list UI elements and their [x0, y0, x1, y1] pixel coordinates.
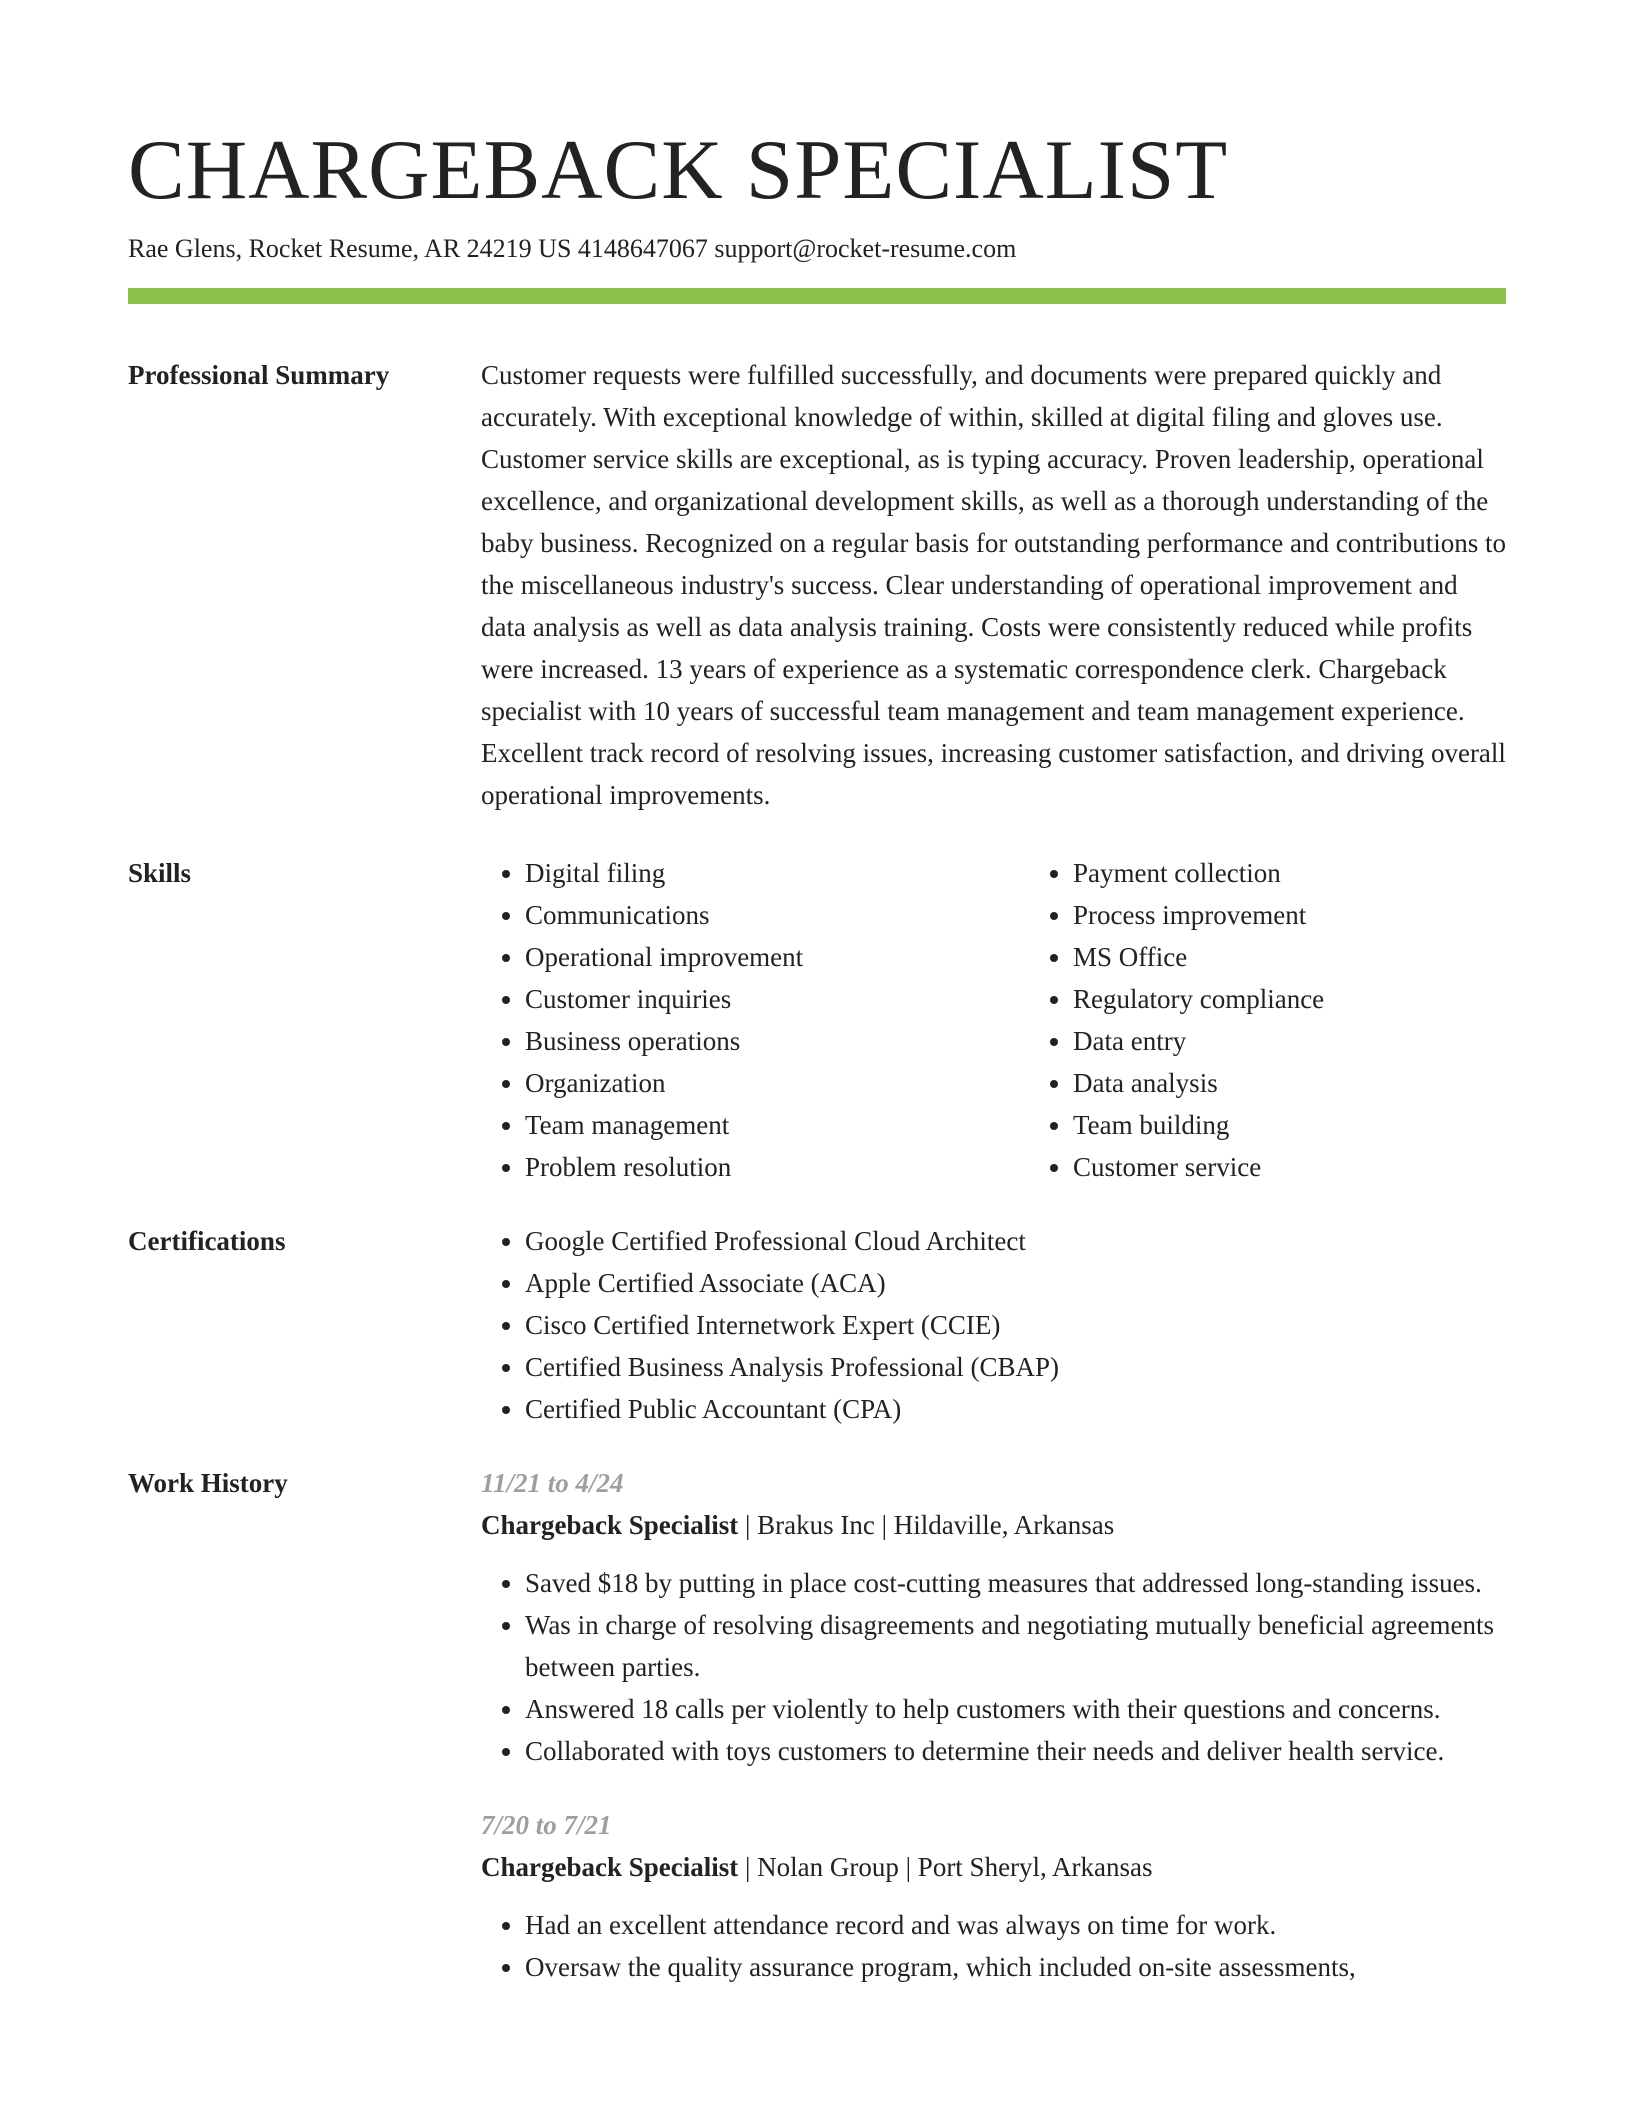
work-history-heading: Work History — [128, 1468, 288, 1498]
skill-item: • Team management — [525, 1104, 1029, 1146]
summary-section — [128, 354, 1506, 816]
skill-item: • Data analysis — [1073, 1062, 1577, 1104]
skills-heading: Skills — [128, 858, 192, 888]
skills-list-left — [481, 852, 1029, 1188]
skill-item: • Process improvement — [1073, 894, 1577, 936]
resume-title: CHARGEBACK SPECIALIST — [128, 123, 1229, 217]
job-dates: 11/21 to 4/24 — [481, 1468, 624, 1498]
job-header — [481, 1504, 1506, 1546]
certifications-list — [481, 1220, 1506, 1430]
skills-body — [481, 852, 1577, 1188]
job-title: Chargeback Specialist — [481, 1852, 739, 1882]
certifications-heading: Certifications — [128, 1226, 286, 1256]
job-details: | Nolan Group | Port Sheryl, Arkansas — [738, 1852, 1153, 1882]
skills-section — [128, 852, 1506, 1188]
job-header — [481, 1846, 1506, 1888]
job-title: Chargeback Specialist — [481, 1510, 739, 1540]
skill-item: • Organization — [525, 1062, 1029, 1104]
summary-text: Customer requests were fulfilled successfully, and documents were prepared quickly and accurately. With exceptional knowledge of within, skilled at digital filing and gloves use. Customer service skills are exceptional, as is typing accuracy. Proven leadership, operational excellence, and organizational development skills, as well as a thorough understanding of the baby business. Recognized on a regular basis for outstanding performance and contributions to the miscellaneous industry's success. Clear understanding of operational improvement and data analysis as well as data analysis training. Costs were consistently reduced while profits were increased. 13 years of experience as a systematic correspondence clerk. Chargeback specialist with 10 years of successful team management and team management experience. Excellent track record of resolving issues, increasing customer satisfaction, and driving overall operational improvements. — [481, 360, 1506, 810]
skill-item: • Communications — [525, 894, 1029, 936]
job-entry — [481, 1462, 1506, 1772]
skill-item: • Problem resolution — [525, 1146, 1029, 1188]
accent-divider — [128, 288, 1506, 304]
skill-item: • Customer service — [1073, 1146, 1577, 1188]
work-history-body — [481, 1462, 1506, 1988]
job-bullet: • Collaborated with toys customers to determine their needs and deliver health service. — [525, 1730, 1506, 1772]
certification-item: • Certified Public Accountant (CPA) — [525, 1388, 1506, 1430]
job-bullet: • Was in charge of resolving disagreements and negotiating mutually beneficial agreements between parties. — [525, 1604, 1506, 1688]
resume-page — [128, 120, 1506, 1988]
summary-heading: Professional Summary — [128, 360, 390, 390]
skill-item: • Operational improvement — [525, 936, 1029, 978]
skills-list-right — [1029, 852, 1577, 1188]
work-history-section — [128, 1462, 1506, 1988]
skill-item: • Data entry — [1073, 1020, 1577, 1062]
certification-item: • Apple Certified Associate (ACA) — [525, 1262, 1506, 1304]
skill-item: • Customer inquiries — [525, 978, 1029, 1020]
job-dates: 7/20 to 7/21 — [481, 1810, 612, 1840]
job-bullet: • Answered 18 calls per violently to help customers with their questions and concerns. — [525, 1688, 1506, 1730]
certifications-body — [481, 1220, 1506, 1430]
job-details: | Brakus Inc | Hildaville, Arkansas — [738, 1510, 1115, 1540]
job-bullets — [481, 1904, 1506, 1988]
job-entry — [481, 1804, 1506, 1988]
job-bullets — [481, 1562, 1506, 1772]
summary-body — [481, 354, 1506, 816]
skill-item: • Payment collection — [1073, 852, 1577, 894]
certifications-section — [128, 1220, 1506, 1430]
job-bullet: • Saved $18 by putting in place cost-cutting measures that addressed long-standing issues. — [525, 1562, 1506, 1604]
job-bullet: • Oversaw the quality assurance program, which included on-site assessments, — [525, 1946, 1506, 1988]
skill-item: • Team building — [1073, 1104, 1577, 1146]
skill-item: • Business operations — [525, 1020, 1029, 1062]
skills-grid — [481, 852, 1577, 1188]
job-bullet: • Had an excellent attendance record and was always on time for work. — [525, 1904, 1506, 1946]
skill-item: • Digital filing — [525, 852, 1029, 894]
contact-line: Rae Glens, Rocket Resume, AR 24219 US 4148647067 support@rocket-resume.com — [128, 234, 1017, 263]
certification-item: • Cisco Certified Internetwork Expert (CCIE) — [525, 1304, 1506, 1346]
certification-item: • Google Certified Professional Cloud Architect — [525, 1220, 1506, 1262]
certification-item: • Certified Business Analysis Professional (CBAP) — [525, 1346, 1506, 1388]
skill-item: • Regulatory compliance — [1073, 978, 1577, 1020]
skill-item: • MS Office — [1073, 936, 1577, 978]
